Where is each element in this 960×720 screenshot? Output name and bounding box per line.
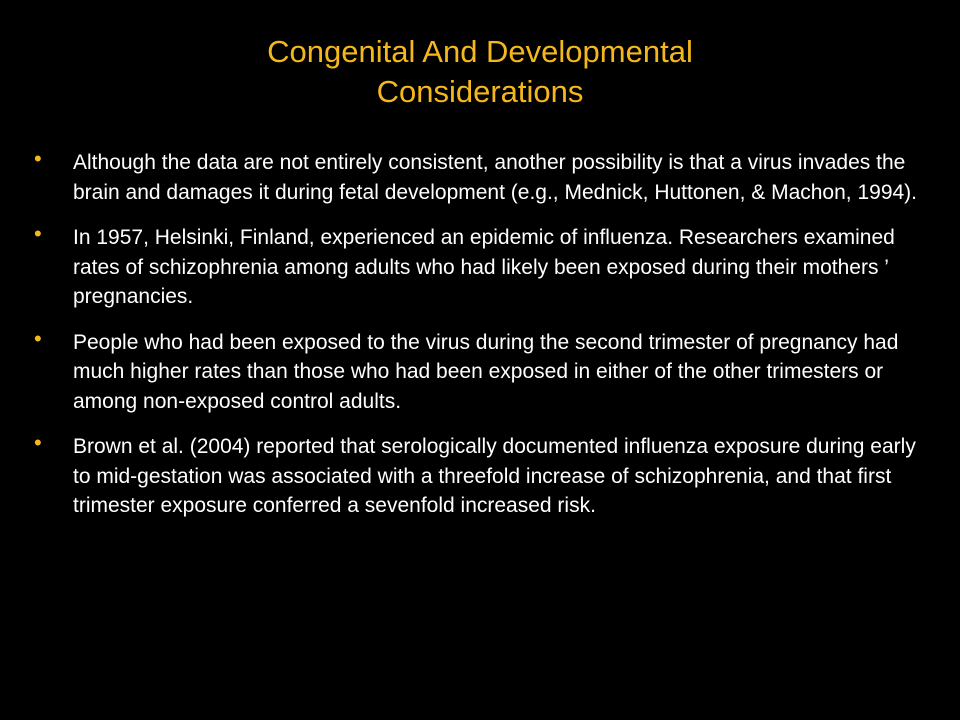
slide-title-line-1: Congenital And Developmental	[267, 34, 693, 69]
bullet-icon: •	[34, 221, 42, 246]
bullet-text: Brown et al. (2004) reported that serologically documented influenza exposure during early to mid-gestation was associated with a threefold increase of schizophrenia, and that first trimester exposure conferred a sevenfold increased risk.	[73, 435, 916, 517]
bullet-icon: •	[34, 146, 42, 171]
bullet-text: People who had been exposed to the virus during the second trimester of pregnancy had much higher rates than those who had been exposed in either of the other trimesters or among non-exposed control adults.	[73, 330, 899, 413]
bullet-icon: •	[34, 325, 42, 351]
bullet-item-4	[30, 432, 930, 521]
bullet-item-3	[30, 325, 930, 417]
bullet-text: In 1957, Helsinki, Finland, experienced an epidemic of influenza. Researchers examined rates of schizophrenia among adults who had likely been exposed during their mothers ’ pregnancies.	[73, 226, 895, 308]
bullet-list	[30, 148, 930, 537]
slide-title	[0, 32, 960, 112]
slide-title-line-2: Considerations	[376, 74, 584, 109]
bullet-text: Although the data are not entirely consistent, another possibility is that a virus invades the brain and damages it during fetal development (e.g., Mednick, Huttonen, & Machon, 1994).	[73, 151, 917, 204]
bullet-item-1	[30, 148, 930, 207]
bullet-item-2	[30, 223, 930, 312]
bullet-icon: •	[34, 430, 42, 455]
